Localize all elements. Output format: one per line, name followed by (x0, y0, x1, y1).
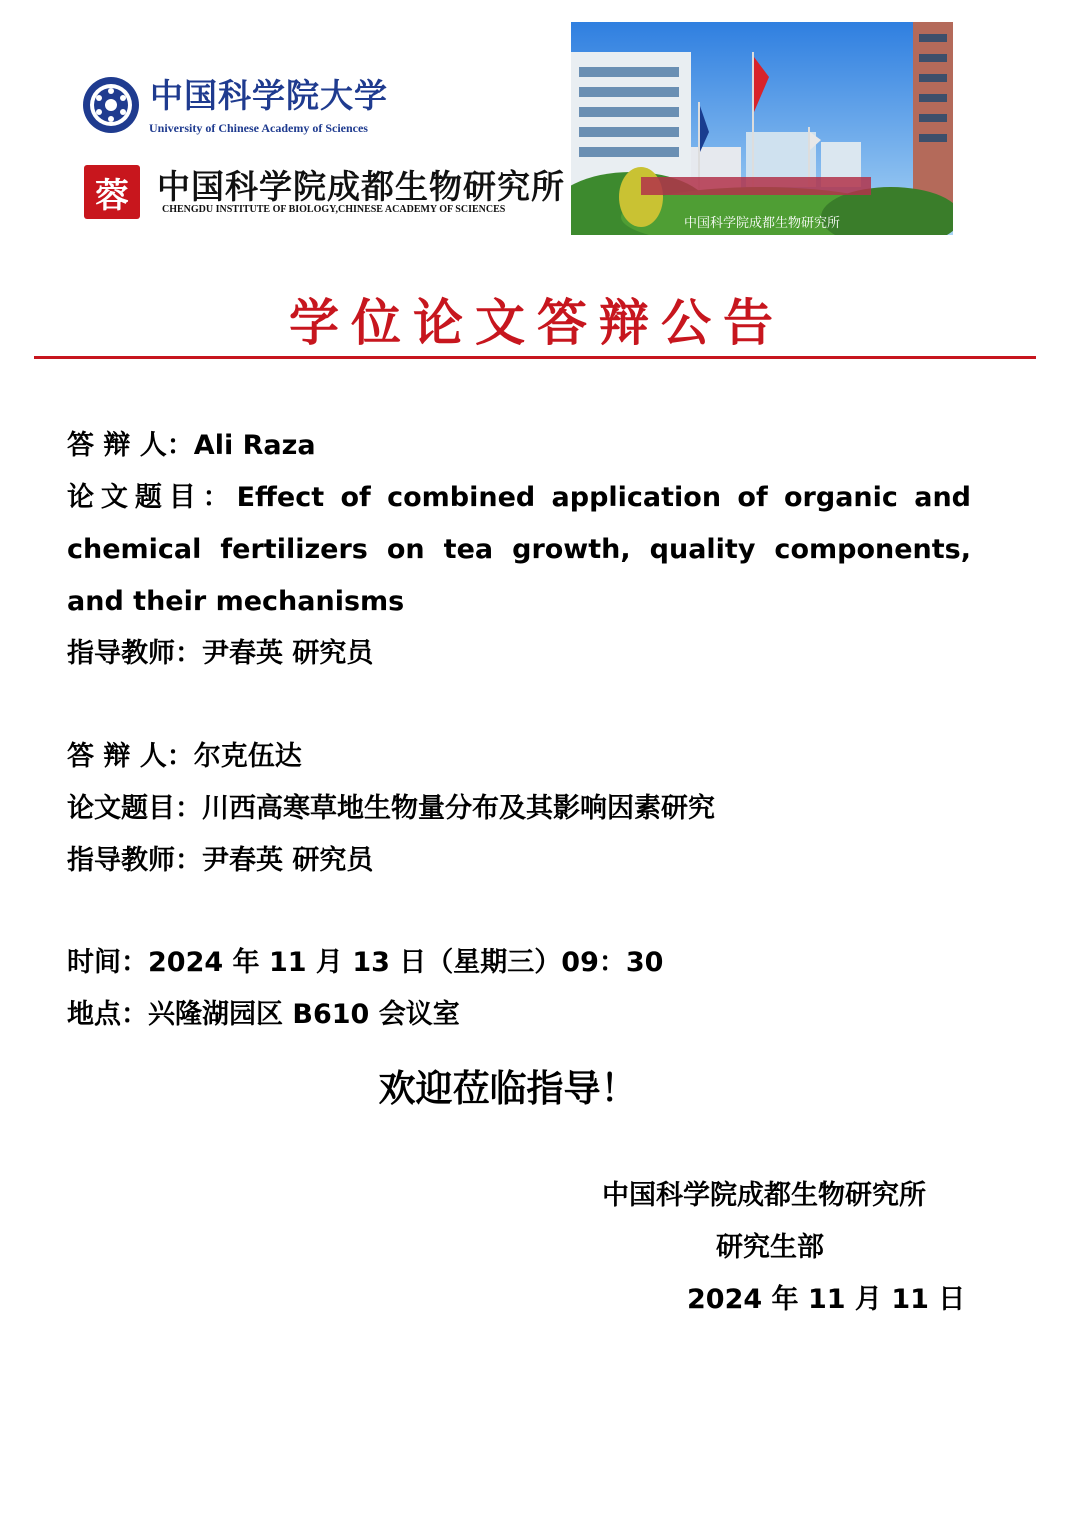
cib-name-cn: 中国科学院成都生物研究所 (157, 167, 565, 206)
cib-name-en: CHENGDU INSTITUTE OF BIOLOGY,CHINESE ACADEMY OF SCIENCES (162, 204, 506, 215)
ucas-name-cn: 中国科学院大学 (150, 76, 388, 115)
candidate-2: 答 辩 人：尔克伍达 (67, 741, 302, 772)
ucas-emblem-icon (82, 76, 140, 134)
thesis-title-1: 论文题目：Effect of combined application of organic and chemical fertilizers on tea growth, quality components, and their mechanisms (67, 482, 971, 617)
defense-time: 时间：2024 年 11 月 13 日（星期三）09：30 (67, 947, 664, 978)
advisor-2: 指导教师：尹春英 研究员 (67, 845, 374, 876)
thesis-title-2: 论文题目：川西高寒草地生物量分布及其影响因素研究 (67, 793, 715, 824)
candidate-1: 答 辩 人：Ali Raza (67, 430, 316, 461)
title-divider (34, 356, 1036, 359)
welcome-text: 欢迎莅临指导！ (378, 1067, 638, 1110)
signature-org: 中国科学院成都生物研究所 (602, 1180, 926, 1211)
signature-dept: 研究生部 (716, 1232, 824, 1263)
advisor-1: 指导教师：尹春英 研究员 (67, 638, 374, 669)
page-title: 学位论文答辩公告 (289, 293, 785, 352)
defense-location: 地点：兴隆湖园区 B610 会议室 (67, 999, 460, 1030)
campus-photo (571, 22, 953, 235)
ucas-name-en: University of Chinese Academy of Sciences (149, 121, 368, 135)
photo-banner-text: 中国科学院成都生物研究所 (683, 216, 841, 231)
signature-date: 2024 年 11 月 11 日 (687, 1284, 966, 1315)
cib-seal-logo: 蓉 (84, 165, 140, 219)
